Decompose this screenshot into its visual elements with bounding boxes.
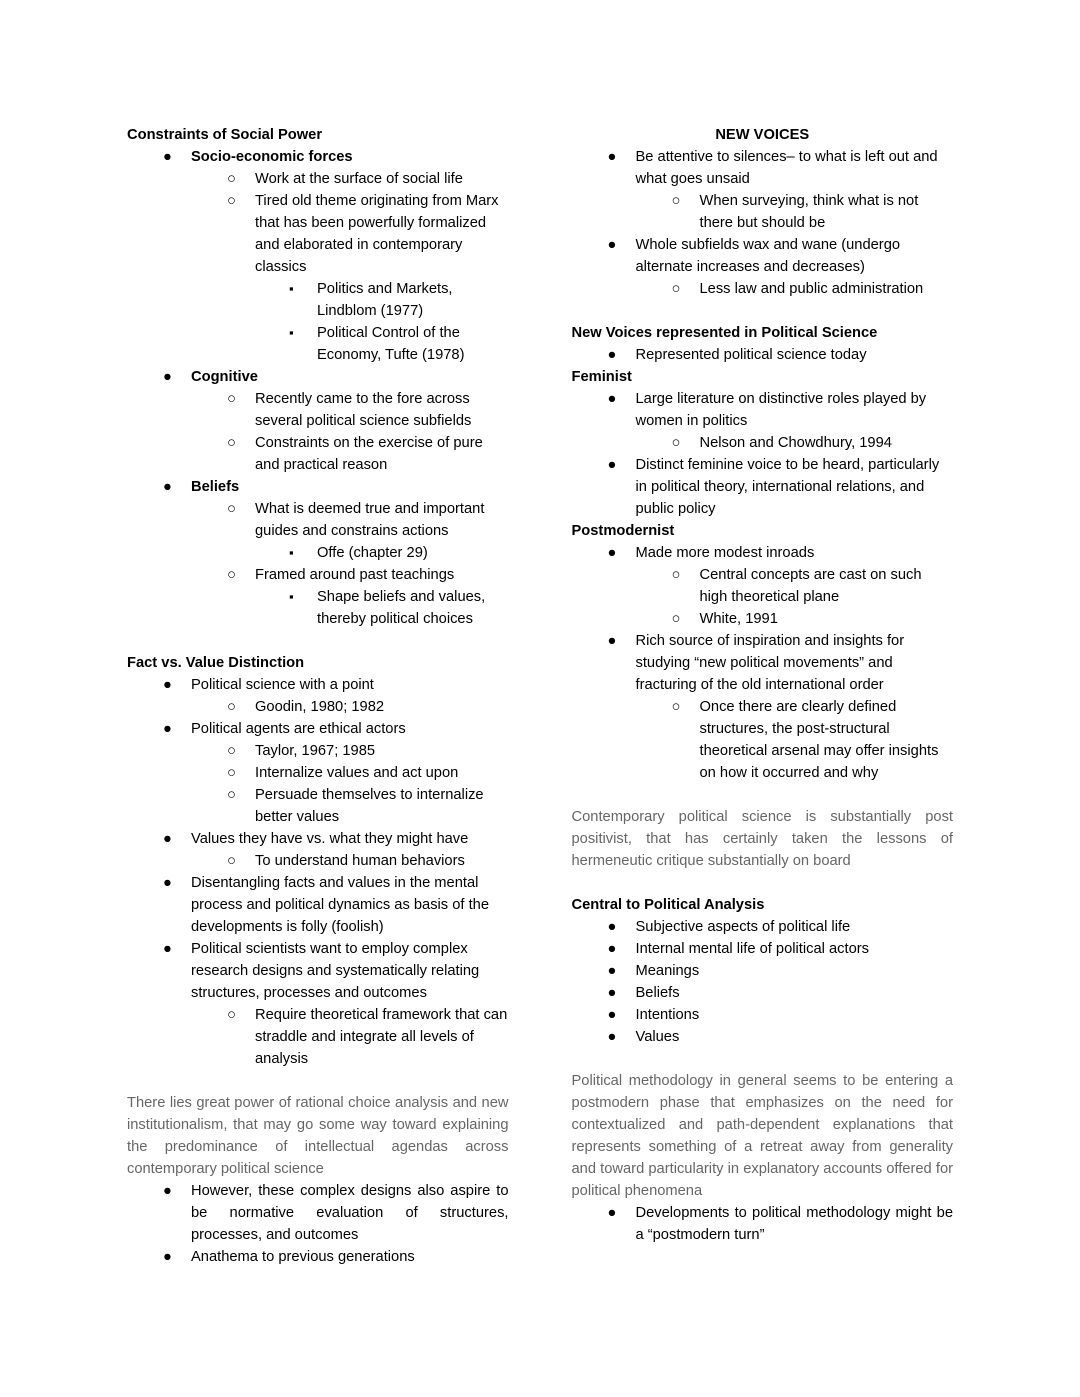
bullet-text: Less law and public administration <box>699 281 924 297</box>
bullet-item <box>127 762 509 784</box>
bullet-item <box>572 1004 954 1026</box>
bullet-item <box>127 1004 509 1070</box>
bullet-text: Meanings <box>635 963 700 979</box>
bullet-text: Goodin, 1980; 1982 <box>255 699 385 715</box>
bullet-item <box>127 674 509 696</box>
blank-line <box>127 630 509 652</box>
section-heading: Central to Political Analysis <box>571 897 765 913</box>
bullet-text: Values they have vs. what they might have <box>191 831 469 847</box>
bullet-item <box>127 168 509 190</box>
bullet-glyph-level1: ● <box>163 149 172 165</box>
bullet-text: Socio-economic forces <box>191 149 353 165</box>
bullet-text: Work at the surface of social life <box>255 171 463 187</box>
bullet-item <box>127 1246 509 1268</box>
bullet-text: Large literature on distinctive roles played by women in politics <box>635 391 927 429</box>
bullet-glyph-level1: ● <box>607 457 617 473</box>
bullet-text: Taylor, 1967; 1985 <box>255 743 376 759</box>
bullet-item <box>572 388 954 432</box>
bullet-glyph-level1: ● <box>163 941 172 957</box>
section-heading: Constraints of Social Power <box>127 127 323 143</box>
bullet-text: Be attentive to silences– to what is left out and what goes unsaid <box>635 149 938 187</box>
bullet-item <box>127 740 509 762</box>
bullet-text: White, 1991 <box>699 611 778 627</box>
bullet-item <box>127 696 509 718</box>
bullet-item <box>127 278 509 322</box>
bullet-item <box>127 828 509 850</box>
blank-line <box>572 300 954 322</box>
bullet-text: Anathema to previous generations <box>191 1249 415 1265</box>
bullet-item <box>572 454 954 520</box>
section-heading: NEW VOICES <box>715 127 810 143</box>
bullet-text: What is deemed true and important guides and constrains actions <box>255 501 485 539</box>
bullet-text: Cognitive <box>191 369 258 385</box>
bullet-glyph-level2: ○ <box>227 1007 236 1023</box>
bullet-glyph-level1: ● <box>163 677 172 693</box>
bullet-text: Political scientists want to employ complex research designs and systematically relating structures, processes and outcomes <box>191 941 480 1001</box>
bullet-glyph-level1: ● <box>607 963 617 979</box>
bullet-item <box>127 1180 509 1246</box>
bullet-text: Internalize values and act upon <box>255 765 459 781</box>
bullet-item <box>127 784 509 828</box>
bullet-glyph-level1: ● <box>607 1205 617 1221</box>
bullet-glyph-level2: ○ <box>671 281 681 297</box>
bullet-glyph-level1: ● <box>607 347 617 363</box>
bullet-item <box>572 234 954 278</box>
bullet-glyph-level1: ● <box>163 831 172 847</box>
bullet-item <box>127 542 509 564</box>
bullet-text: Constraints on the exercise of pure and practical reason <box>255 435 483 473</box>
blank-line <box>572 784 954 806</box>
bullet-glyph-level2: ○ <box>671 435 681 451</box>
bullet-glyph-level1: ● <box>607 545 617 561</box>
bullet-glyph-level1: ● <box>163 369 172 385</box>
bullet-glyph-level2: ○ <box>227 501 236 517</box>
bullet-glyph-level3: ▪ <box>289 545 294 560</box>
bullet-glyph-level1: ● <box>607 1007 617 1023</box>
blank-line <box>127 1070 509 1092</box>
paragraph: There lies great power of rational choice analysis and new institutionalism, that may go some way toward explaining the predominance of intellectual agendas across contemporary political science <box>127 1095 509 1177</box>
bullet-glyph-level3: ▪ <box>289 281 294 296</box>
bullet-text: Subjective aspects of political life <box>635 919 851 935</box>
bullet-item <box>127 388 509 432</box>
bullet-item <box>127 850 509 872</box>
bullet-glyph-level2: ○ <box>227 765 236 781</box>
section-heading: New Voices represented in Political Science <box>571 325 878 341</box>
section-heading: Fact vs. Value Distinction <box>127 655 305 671</box>
bullet-item <box>127 718 509 740</box>
bullet-glyph-level1: ● <box>607 941 617 957</box>
bullet-item <box>127 938 509 1004</box>
document-column-right <box>572 124 954 1357</box>
bullet-glyph-level2: ○ <box>671 567 681 583</box>
bullet-item <box>572 608 954 630</box>
bullet-item <box>572 982 954 1004</box>
bullet-text: Require theoretical framework that can straddle and integrate all levels of analysis <box>255 1007 508 1067</box>
bullet-glyph-level2: ○ <box>671 193 681 209</box>
bullet-text: Political agents are ethical actors <box>191 721 406 737</box>
bullet-glyph-level1: ● <box>163 721 172 737</box>
bullet-glyph-level2: ○ <box>227 193 236 209</box>
bullet-text: Developments to political methodology might be a “postmodern turn” <box>635 1205 953 1243</box>
bullet-glyph-level1: ● <box>607 237 617 253</box>
bullet-text: Persuade themselves to internalize better values <box>255 787 484 825</box>
bullet-text: Nelson and Chowdhury, 1994 <box>699 435 892 451</box>
bullet-item <box>127 322 509 366</box>
bullet-text: Whole subfields wax and wane (undergo alternate increases and decreases) <box>635 237 901 275</box>
bullet-glyph-level2: ○ <box>227 787 236 803</box>
bullet-text: When surveying, think what is not there but should be <box>699 193 919 231</box>
bullet-text: Political science with a point <box>191 677 374 693</box>
bullet-item <box>127 872 509 938</box>
bullet-item <box>572 278 954 300</box>
bullet-item <box>127 146 509 168</box>
bullet-text: Central concepts are cast on such high theoretical plane <box>699 567 922 605</box>
bullet-text: To understand human behaviors <box>255 853 465 869</box>
bullet-item <box>572 938 954 960</box>
bullet-item <box>127 586 509 630</box>
bullet-text: Beliefs <box>191 479 240 495</box>
bullet-item <box>572 1202 954 1246</box>
bullet-item <box>572 344 954 366</box>
bullet-glyph-level1: ● <box>163 479 172 495</box>
bullet-glyph-level2: ○ <box>227 743 236 759</box>
bullet-item <box>127 564 509 586</box>
bullet-glyph-level1: ● <box>607 985 617 1001</box>
bullet-glyph-level2: ○ <box>227 699 236 715</box>
bullet-glyph-level3: ▪ <box>289 325 294 340</box>
bullet-glyph-level1: ● <box>163 1249 172 1265</box>
bullet-text: Political Control of the Economy, Tufte (1978) <box>317 325 465 363</box>
bullet-glyph-level2: ○ <box>671 699 681 715</box>
document-column-left <box>127 124 509 1357</box>
bullet-item <box>572 916 954 938</box>
blank-line <box>572 872 954 894</box>
bullet-item <box>127 190 509 278</box>
bullet-text: Tired old theme originating from Marx that has been powerfully formalized and elaborated in contemporary classics <box>255 193 499 275</box>
bullet-text: Shape beliefs and values, thereby political choices <box>317 589 486 627</box>
paragraph: Political methodology in general seems to be entering a postmodern phase that emphasizes on the need for contextualized and path-dependent explanations that represents something of a retreat away from generality and toward particularity in explanatory accounts offered for political phenomena <box>571 1073 953 1199</box>
bullet-item <box>127 366 509 388</box>
bullet-glyph-level2: ○ <box>227 853 236 869</box>
bullet-glyph-level1: ● <box>607 1029 617 1045</box>
bullet-text: Rich source of inspiration and insights for studying “new political movements” and fracturing of the old international order <box>635 633 905 693</box>
bullet-item <box>127 498 509 542</box>
paragraph: Contemporary political science is substantially post positivist, that has certainly taken the lessons of hermeneutic critique substantially on board <box>571 809 953 869</box>
bullet-glyph-level1: ● <box>163 875 172 891</box>
bullet-text: Disentangling facts and values in the mental process and political dynamics as basis of the developments is folly (foolish) <box>191 875 489 935</box>
bullet-glyph-level1: ● <box>163 1183 172 1199</box>
bullet-text: Distinct feminine voice to be heard, particularly in political theory, international relations, and public policy <box>635 457 940 517</box>
section-heading: Postmodernist <box>571 523 675 539</box>
bullet-glyph-level1: ● <box>607 391 617 407</box>
bullet-text: Politics and Markets, Lindblom (1977) <box>317 281 453 319</box>
bullet-item <box>572 190 954 234</box>
bullet-text: Made more modest inroads <box>635 545 815 561</box>
bullet-text: Intentions <box>635 1007 700 1023</box>
bullet-text: Represented political science today <box>635 347 867 363</box>
bullet-item <box>127 476 509 498</box>
bullet-item <box>572 1026 954 1048</box>
bullet-text: However, these complex designs also aspire to be normative evaluation of structures, processes, and outcomes <box>191 1183 509 1243</box>
bullet-item <box>572 960 954 982</box>
bullet-glyph-level1: ● <box>607 149 617 165</box>
bullet-glyph-level2: ○ <box>227 567 236 583</box>
bullet-text: Framed around past teachings <box>255 567 455 583</box>
bullet-text: Internal mental life of political actors <box>635 941 869 957</box>
bullet-item <box>572 146 954 190</box>
bullet-text: Offe (chapter 29) <box>317 545 428 561</box>
bullet-glyph-level1: ● <box>607 633 617 649</box>
bullet-glyph-level2: ○ <box>227 171 236 187</box>
bullet-glyph-level3: ▪ <box>289 589 294 604</box>
bullet-glyph-level2: ○ <box>227 435 236 451</box>
blank-line <box>572 1048 954 1070</box>
bullet-text: Once there are clearly defined structures, the post-structural theoretical arsenal may offer insights on how it occurred and why <box>699 699 939 781</box>
bullet-glyph-level1: ● <box>607 919 617 935</box>
bullet-item <box>127 432 509 476</box>
bullet-text: Recently came to the fore across several political science subfields <box>255 391 472 429</box>
bullet-item <box>572 432 954 454</box>
bullet-text: Values <box>635 1029 680 1045</box>
bullet-text: Beliefs <box>635 985 680 1001</box>
bullet-glyph-level2: ○ <box>227 391 236 407</box>
bullet-item <box>572 564 954 608</box>
bullet-item <box>572 542 954 564</box>
bullet-item <box>572 696 954 784</box>
bullet-glyph-level2: ○ <box>671 611 681 627</box>
section-heading: Feminist <box>571 369 632 385</box>
bullet-item <box>572 630 954 696</box>
